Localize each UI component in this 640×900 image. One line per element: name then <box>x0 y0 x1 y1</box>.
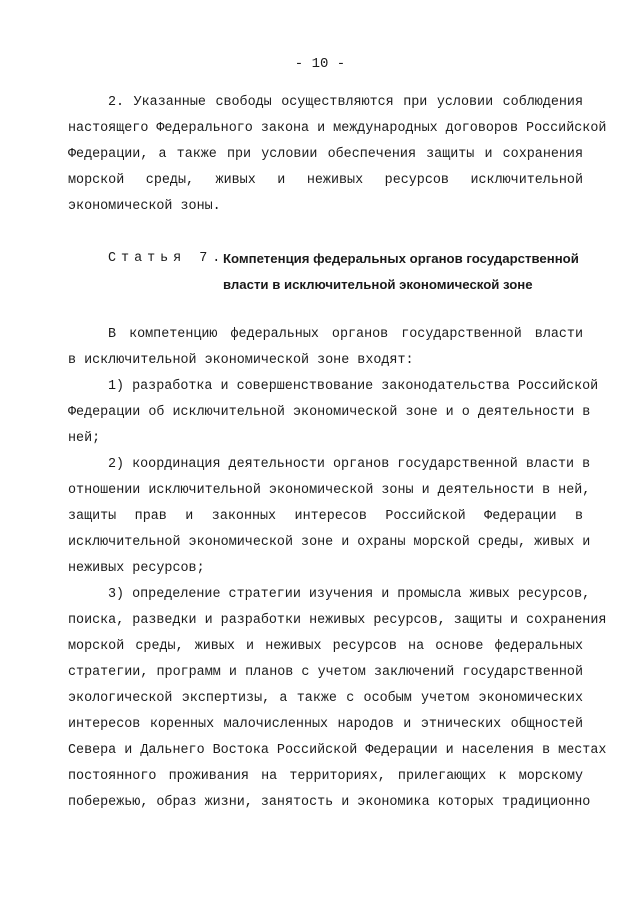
text-line: Федерации об исключительной экономической зоне и о деятельности в <box>68 405 591 420</box>
text-line: постоянного проживания на территориях, прилегающих к морскому <box>68 769 583 784</box>
text-line: морской среды, живых и неживых ресурсов на основе федеральных <box>68 639 583 654</box>
text-line: ней; <box>68 431 101 446</box>
text-line: интересов коренных малочисленных народов и этнических общностей <box>68 717 583 732</box>
text-line: 2) координация деятельности органов государственной власти в <box>108 457 591 472</box>
article-title-line: Компетенция федеральных органов государственной <box>223 251 579 266</box>
text-line: 3) определение стратегии изучения и промысла живых ресурсов, <box>108 587 591 602</box>
text-line: экономической зоны. <box>68 199 221 214</box>
text-line: Федерации, а также при условии обеспечения защиты и сохранения <box>68 147 583 162</box>
text-line: экологической экспертизы, а также с особым учетом экономических <box>68 691 583 706</box>
text-line: поиска, разведки и разработки неживых ресурсов, защиты и сохранения <box>68 613 607 628</box>
text-line: защиты прав и законных интересов Российской Федерации в <box>68 509 583 524</box>
text-line: 2. Указанные свободы осуществляются при условии соблюдения <box>108 95 583 110</box>
text-line: в исключительной экономической зоне входят: <box>68 353 414 368</box>
page-number: - 10 - <box>294 56 346 72</box>
text-line: Севера и Дальнего Востока Российской Федерации и населения в местах <box>68 743 607 758</box>
text-line: настоящего Федерального закона и международных договоров Российской <box>68 121 607 136</box>
article-title-line: власти в исключительной экономической зоне <box>223 277 533 292</box>
text-line: неживых ресурсов; <box>68 561 205 576</box>
text-line: стратегии, программ и планов с учетом заключений государственной <box>68 665 583 680</box>
text-line: морской среды, живых и неживых ресурсов исключительной <box>68 173 583 188</box>
text-line: отношении исключительной экономической зоны и деятельности в ней, <box>68 483 591 498</box>
article-label: Статья 7. <box>108 251 226 266</box>
text-line: 1) разработка и совершенствование законодательства Российской <box>108 379 599 394</box>
text-line: исключительной экономической зоне и охраны морской среды, живых и <box>68 535 591 550</box>
text-line: побережью, образ жизни, занятость и экономика которых традиционно <box>68 795 591 810</box>
text-line: В компетенцию федеральных органов государственной власти <box>108 327 583 342</box>
